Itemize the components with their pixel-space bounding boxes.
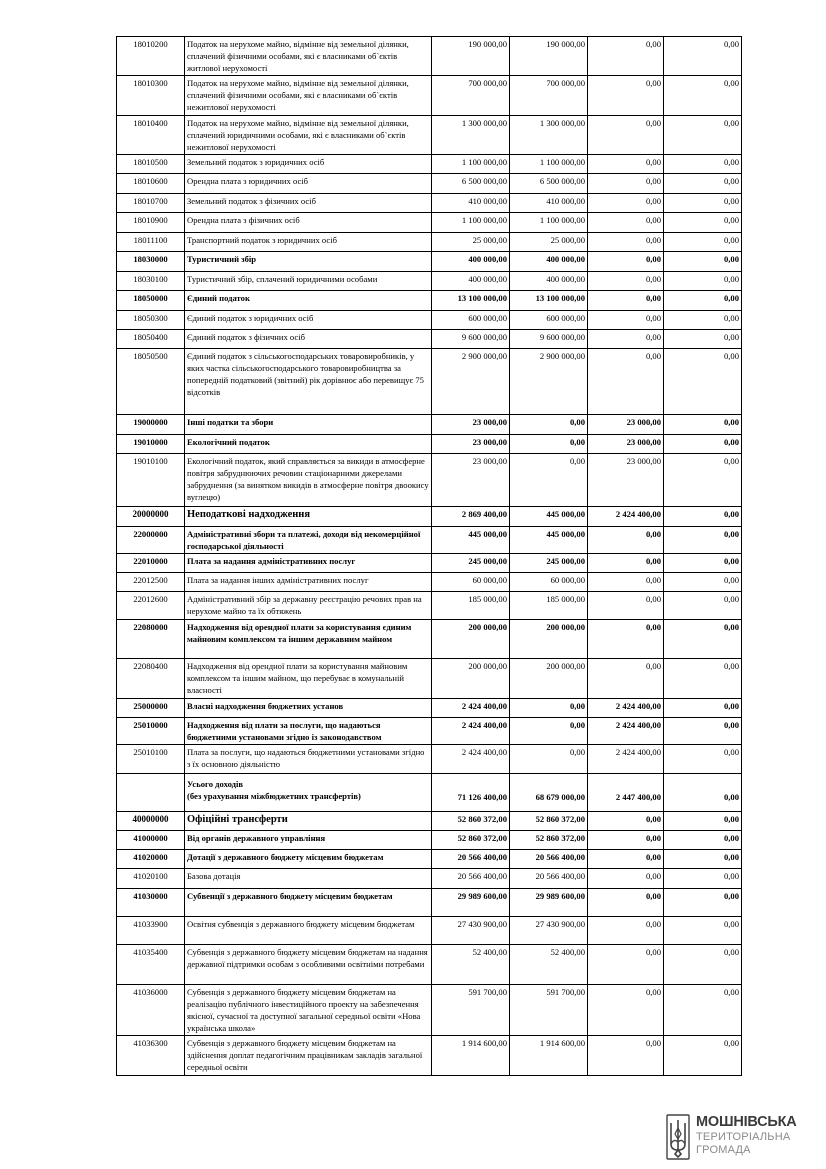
row-code: 25010000	[117, 718, 185, 745]
row-value-4: 0,00	[664, 213, 742, 233]
row-value-3: 0,00	[588, 37, 664, 76]
row-value-4: 0,00	[664, 507, 742, 527]
row-code: 18050500	[117, 349, 185, 415]
row-value-3: 0,00	[588, 554, 664, 573]
table-row	[117, 311, 742, 330]
row-code: 18010300	[117, 76, 185, 116]
row-code: 40000000	[117, 812, 185, 831]
row-name: Екологічний податок, який справляється за викиди в атмосферне повітря забруднюючих речовин стаціонарними джерелами забруднення (за винятком викидів в атмосферне повітря двоокису вуглецю)	[185, 454, 432, 507]
table-row	[117, 454, 742, 507]
row-value-4: 0,00	[664, 233, 742, 252]
table-row	[117, 985, 742, 1036]
row-value-2: 200 000,00	[510, 620, 588, 659]
row-name: Базова дотація	[185, 869, 432, 889]
row-value-2: 245 000,00	[510, 554, 588, 573]
row-value-4: 0,00	[664, 745, 742, 774]
row-value-4: 0,00	[664, 831, 742, 850]
table-row	[117, 831, 742, 850]
row-name: Адміністративний збір за державну реєстрацію речових прав на нерухоме майно та їх обтяжень	[185, 592, 432, 620]
row-code: 18011100	[117, 233, 185, 252]
row-value-2: 400 000,00	[510, 252, 588, 272]
table-row	[117, 620, 742, 659]
row-value-3: 0,00	[588, 311, 664, 330]
row-name: Дотації з державного бюджету місцевим бюджетам	[185, 850, 432, 869]
row-value-4: 0,00	[664, 37, 742, 76]
row-name: Єдиний податок з фізичних осіб	[185, 330, 432, 349]
row-value-1: 1 100 000,00	[432, 155, 510, 174]
row-code: 18050300	[117, 311, 185, 330]
row-value-2: 25 000,00	[510, 233, 588, 252]
row-value-1: 20 566 400,00	[432, 850, 510, 869]
row-value-1: 6 500 000,00	[432, 174, 510, 194]
table-row	[117, 527, 742, 554]
table-row	[117, 718, 742, 745]
row-value-3: 0,00	[588, 945, 664, 985]
row-value-3: 23 000,00	[588, 415, 664, 435]
row-value-1: 245 000,00	[432, 554, 510, 573]
table-row	[117, 889, 742, 917]
row-value-3: 0,00	[588, 233, 664, 252]
row-name: Надходження від плати за послуги, що надаються бюджетними установами згідно із законодавством	[185, 718, 432, 745]
row-value-4: 0,00	[664, 454, 742, 507]
row-name: Єдиний податок з юридичних осіб	[185, 311, 432, 330]
row-value-2: 20 566 400,00	[510, 850, 588, 869]
row-code: 25010100	[117, 745, 185, 774]
row-name: Транспортний податок з юридичних осіб	[185, 233, 432, 252]
row-value-1: 591 700,00	[432, 985, 510, 1036]
row-value-4: 0,00	[664, 415, 742, 435]
row-name: Власні надходження бюджетних установ	[185, 699, 432, 718]
row-value-2: 52 860 372,00	[510, 831, 588, 850]
row-value-3: 0,00	[588, 252, 664, 272]
row-value-1: 20 566 400,00	[432, 869, 510, 889]
row-value-1: 27 430 900,00	[432, 917, 510, 945]
row-code: 19010100	[117, 454, 185, 507]
table-row	[117, 554, 742, 573]
row-value-1: 1 914 600,00	[432, 1036, 510, 1076]
row-code: 41035400	[117, 945, 185, 985]
row-value-3: 0,00	[588, 869, 664, 889]
row-value-3: 0,00	[588, 889, 664, 917]
row-value-4: 0,00	[664, 659, 742, 699]
row-name: Субвенція з державного бюджету місцевим бюджетам на реалізацію публічного інвестиційного проекту на забезпечення якісної, сучасної та доступної загальної середньої освіти «Нова українська школа»	[185, 985, 432, 1036]
row-value-2: 1 100 000,00	[510, 155, 588, 174]
row-value-3: 0,00	[588, 831, 664, 850]
table-row	[117, 233, 742, 252]
row-name: Плата за надання інших адміністративних послуг	[185, 573, 432, 592]
row-value-1: 2 424 400,00	[432, 699, 510, 718]
row-name: Субвенції з державного бюджету місцевим бюджетам	[185, 889, 432, 917]
table-row	[117, 699, 742, 718]
row-value-3: 0,00	[588, 349, 664, 415]
row-value-3: 0,00	[588, 116, 664, 155]
row-value-2: 0,00	[510, 454, 588, 507]
row-value-3: 0,00	[588, 330, 664, 349]
row-value-1: 13 100 000,00	[432, 291, 510, 311]
table-row	[117, 194, 742, 213]
table-row	[117, 116, 742, 155]
row-value-4: 0,00	[664, 869, 742, 889]
table-row	[117, 174, 742, 194]
table-row	[117, 435, 742, 454]
row-value-4: 0,00	[664, 812, 742, 831]
row-code: 25000000	[117, 699, 185, 718]
row-value-4: 0,00	[664, 527, 742, 554]
table-row	[117, 76, 742, 116]
row-value-4: 0,00	[664, 917, 742, 945]
row-value-1: 2 424 400,00	[432, 745, 510, 774]
row-value-1: 2 900 000,00	[432, 349, 510, 415]
table-row	[117, 272, 742, 291]
row-name: Туристичний збір	[185, 252, 432, 272]
row-value-2: 600 000,00	[510, 311, 588, 330]
row-code: 20000000	[117, 507, 185, 527]
row-code: 22012600	[117, 592, 185, 620]
table-row	[117, 592, 742, 620]
row-value-1: 9 600 000,00	[432, 330, 510, 349]
row-value-2: 0,00	[510, 435, 588, 454]
row-value-2: 27 430 900,00	[510, 917, 588, 945]
row-value-3: 0,00	[588, 620, 664, 659]
row-value-3: 2 424 400,00	[588, 718, 664, 745]
row-value-2: 6 500 000,00	[510, 174, 588, 194]
row-value-4: 0,00	[664, 573, 742, 592]
row-code: 18010700	[117, 194, 185, 213]
row-value-2: 60 000,00	[510, 573, 588, 592]
row-value-4: 0,00	[664, 435, 742, 454]
row-value-1: 190 000,00	[432, 37, 510, 76]
row-value-3: 0,00	[588, 917, 664, 945]
row-value-2: 2 900 000,00	[510, 349, 588, 415]
row-name: Надходження від орендної плати за користування єдиним майновим комплексом та іншим державним майном	[185, 620, 432, 659]
row-name: Субвенція з державного бюджету місцевим бюджетам на здійснення доплат педагогічним працівникам закладів загальної середньої освіти	[185, 1036, 432, 1076]
row-value-1: 2 869 400,00	[432, 507, 510, 527]
table-row	[117, 291, 742, 311]
table-row	[117, 945, 742, 985]
table-row	[117, 850, 742, 869]
community-logo	[666, 1112, 806, 1162]
row-code: 18010900	[117, 213, 185, 233]
revenue-table-body	[117, 37, 742, 1076]
row-name: Єдиний податок з сільськогосподарських товаровиробників, у яких частка сільськогосподарського товаровиробництва за попередній податковий (звітний) рік дорівнює або перевищує 75 відсотків	[185, 349, 432, 415]
table-row	[117, 869, 742, 889]
row-value-3: 0,00	[588, 291, 664, 311]
row-code: 41036000	[117, 985, 185, 1036]
row-value-4: 0,00	[664, 330, 742, 349]
row-code: 41036300	[117, 1036, 185, 1076]
row-value-4: 0,00	[664, 116, 742, 155]
row-value-4: 0,00	[664, 311, 742, 330]
row-value-2: 1 300 000,00	[510, 116, 588, 155]
row-name: Податок на нерухоме майно, відмінне від земельної ділянки, сплачений фізичними особами, які є власниками об`єктів житлової нерухомості	[185, 37, 432, 76]
row-value-3: 0,00	[588, 194, 664, 213]
row-name: Земельний податок з юридичних осіб	[185, 155, 432, 174]
row-value-3: 0,00	[588, 985, 664, 1036]
row-name: Податок на нерухоме майно, відмінне від земельної ділянки, сплачений фізичними особами, які є власниками об`єктів нежитлової нерухомості	[185, 76, 432, 116]
row-code: 18010200	[117, 37, 185, 76]
row-code: 22080400	[117, 659, 185, 699]
row-value-4: 0,00	[664, 554, 742, 573]
row-code: 18030000	[117, 252, 185, 272]
row-value-2: 13 100 000,00	[510, 291, 588, 311]
row-value-1: 23 000,00	[432, 435, 510, 454]
row-value-1: 410 000,00	[432, 194, 510, 213]
row-value-2: 20 566 400,00	[510, 869, 588, 889]
row-value-1: 1 300 000,00	[432, 116, 510, 155]
row-value-3: 0,00	[588, 527, 664, 554]
row-value-2: 0,00	[510, 415, 588, 435]
row-value-2: 700 000,00	[510, 76, 588, 116]
row-value-1: 52 860 372,00	[432, 831, 510, 850]
row-value-2: 1 914 600,00	[510, 1036, 588, 1076]
row-value-4: 0,00	[664, 252, 742, 272]
row-name: Єдиний податок	[185, 291, 432, 311]
row-value-2: 52 860 372,00	[510, 812, 588, 831]
row-value-4: 0,00	[664, 76, 742, 116]
table-row	[117, 507, 742, 527]
row-value-2: 200 000,00	[510, 659, 588, 699]
row-value-2: 0,00	[510, 745, 588, 774]
row-value-3: 23 000,00	[588, 454, 664, 507]
row-value-4: 0,00	[664, 194, 742, 213]
table-row	[117, 415, 742, 435]
row-code: 41030000	[117, 889, 185, 917]
row-value-3: 2 424 400,00	[588, 507, 664, 527]
table-row	[117, 812, 742, 831]
row-value-2: 445 000,00	[510, 527, 588, 554]
revenue-table	[116, 36, 742, 1076]
row-name: Податок на нерухоме майно, відмінне від земельної ділянки, сплачений юридичними особами, які є власниками об`єктів нежитлової нерухомості	[185, 116, 432, 155]
row-value-1: 52 400,00	[432, 945, 510, 985]
row-code: 41020000	[117, 850, 185, 869]
row-value-2: 29 989 600,00	[510, 889, 588, 917]
row-value-4: 0,00	[664, 889, 742, 917]
table-row	[117, 155, 742, 174]
row-value-1: 23 000,00	[432, 454, 510, 507]
row-name: Туристичний збір, сплачений юридичними особами	[185, 272, 432, 291]
logo-subtitle-1: ТЕРИТОРІАЛЬНА	[696, 1131, 791, 1143]
row-value-4: 0,00	[664, 774, 742, 812]
row-value-2: 52 400,00	[510, 945, 588, 985]
row-code: 19000000	[117, 415, 185, 435]
table-row	[117, 1036, 742, 1076]
row-name: Земельний податок з фізичних осіб	[185, 194, 432, 213]
row-value-3: 2 447 400,00	[588, 774, 664, 812]
row-value-4: 0,00	[664, 272, 742, 291]
row-value-3: 0,00	[588, 155, 664, 174]
row-value-2: 591 700,00	[510, 985, 588, 1036]
row-value-2: 9 600 000,00	[510, 330, 588, 349]
row-value-1: 200 000,00	[432, 620, 510, 659]
row-name: Освітня субвенція з державного бюджету місцевим бюджетам	[185, 917, 432, 945]
row-value-4: 0,00	[664, 349, 742, 415]
row-value-4: 0,00	[664, 592, 742, 620]
row-value-2: 400 000,00	[510, 272, 588, 291]
row-value-1: 1 100 000,00	[432, 213, 510, 233]
row-value-2: 0,00	[510, 699, 588, 718]
row-value-3: 0,00	[588, 1036, 664, 1076]
trident-emblem-icon	[666, 1114, 690, 1160]
table-row	[117, 917, 742, 945]
row-value-4: 0,00	[664, 850, 742, 869]
row-value-1: 25 000,00	[432, 233, 510, 252]
row-value-1: 200 000,00	[432, 659, 510, 699]
row-value-1: 600 000,00	[432, 311, 510, 330]
row-code: 18050400	[117, 330, 185, 349]
row-value-2: 190 000,00	[510, 37, 588, 76]
row-name: Адміністративні збори та платежі, доходи від некомерційної господарської діяльності	[185, 527, 432, 554]
row-value-4: 0,00	[664, 1036, 742, 1076]
logo-subtitle-2: ГРОМАДА	[696, 1144, 751, 1156]
table-row	[117, 774, 742, 812]
row-code: 19010000	[117, 435, 185, 454]
row-code: 18010600	[117, 174, 185, 194]
row-name: Неподаткові надходження	[185, 507, 432, 527]
row-value-4: 0,00	[664, 945, 742, 985]
row-name: Інші податки та збори	[185, 415, 432, 435]
row-name: Орендна плата з юридичних осіб	[185, 174, 432, 194]
table-row	[117, 573, 742, 592]
table-row	[117, 745, 742, 774]
table-row	[117, 252, 742, 272]
row-value-2: 68 679 000,00	[510, 774, 588, 812]
row-code: 18010500	[117, 155, 185, 174]
row-value-3: 0,00	[588, 213, 664, 233]
table-row	[117, 213, 742, 233]
row-name: Плата за послуги, що надаються бюджетними установами згідно з їх основною діяльністю	[185, 745, 432, 774]
row-value-1: 52 860 372,00	[432, 812, 510, 831]
row-value-1: 445 000,00	[432, 527, 510, 554]
row-code: 41000000	[117, 831, 185, 850]
row-value-1: 60 000,00	[432, 573, 510, 592]
row-value-2: 445 000,00	[510, 507, 588, 527]
row-name: Від органів державного управління	[185, 831, 432, 850]
row-value-3: 0,00	[588, 850, 664, 869]
row-value-3: 0,00	[588, 76, 664, 116]
row-value-3: 0,00	[588, 272, 664, 291]
row-code: 22012500	[117, 573, 185, 592]
row-code: 22080000	[117, 620, 185, 659]
row-value-3: 0,00	[588, 174, 664, 194]
logo-title: МОШНІВСЬКА	[696, 1114, 797, 1130]
row-value-1: 29 989 600,00	[432, 889, 510, 917]
row-code	[117, 774, 185, 812]
row-value-3: 0,00	[588, 812, 664, 831]
row-code: 22010000	[117, 554, 185, 573]
row-code: 18030100	[117, 272, 185, 291]
row-value-2: 1 100 000,00	[510, 213, 588, 233]
table-row	[117, 37, 742, 76]
row-value-3: 0,00	[588, 573, 664, 592]
row-name: Плата за надання адміністративних послуг	[185, 554, 432, 573]
row-value-3: 2 424 400,00	[588, 699, 664, 718]
row-value-4: 0,00	[664, 155, 742, 174]
row-value-2: 185 000,00	[510, 592, 588, 620]
row-code: 18010400	[117, 116, 185, 155]
row-value-4: 0,00	[664, 291, 742, 311]
row-name: Орендна плата з фізичних осіб	[185, 213, 432, 233]
row-value-2: 410 000,00	[510, 194, 588, 213]
row-value-1: 700 000,00	[432, 76, 510, 116]
row-name: Субвенція з державного бюджету місцевим бюджетам на надання державної підтримки особам з особливими освітніми потребами	[185, 945, 432, 985]
row-value-3: 0,00	[588, 592, 664, 620]
row-value-1: 23 000,00	[432, 415, 510, 435]
row-name: Надходження від орендної плати за користування майновим комплексом та іншим майном, що перебуває в комунальній власності	[185, 659, 432, 699]
row-value-1: 71 126 400,00	[432, 774, 510, 812]
row-value-4: 0,00	[664, 985, 742, 1036]
row-name: Офіційні трансферти	[185, 812, 432, 831]
row-value-3: 23 000,00	[588, 435, 664, 454]
row-value-4: 0,00	[664, 174, 742, 194]
row-code: 18050000	[117, 291, 185, 311]
row-value-4: 0,00	[664, 718, 742, 745]
row-value-2: 0,00	[510, 718, 588, 745]
table-row	[117, 349, 742, 415]
row-value-4: 0,00	[664, 699, 742, 718]
row-name: Екологічний податок	[185, 435, 432, 454]
row-name: Усього доходів (без урахування міжбюджетних трансфертів)	[185, 774, 432, 812]
table-row	[117, 659, 742, 699]
row-code: 41033900	[117, 917, 185, 945]
row-value-1: 400 000,00	[432, 272, 510, 291]
row-value-1: 2 424 400,00	[432, 718, 510, 745]
row-code: 22000000	[117, 527, 185, 554]
row-value-3: 0,00	[588, 659, 664, 699]
row-value-1: 400 000,00	[432, 252, 510, 272]
row-value-4: 0,00	[664, 620, 742, 659]
row-value-3: 2 424 400,00	[588, 745, 664, 774]
row-value-1: 185 000,00	[432, 592, 510, 620]
row-code: 41020100	[117, 869, 185, 889]
table-row	[117, 330, 742, 349]
